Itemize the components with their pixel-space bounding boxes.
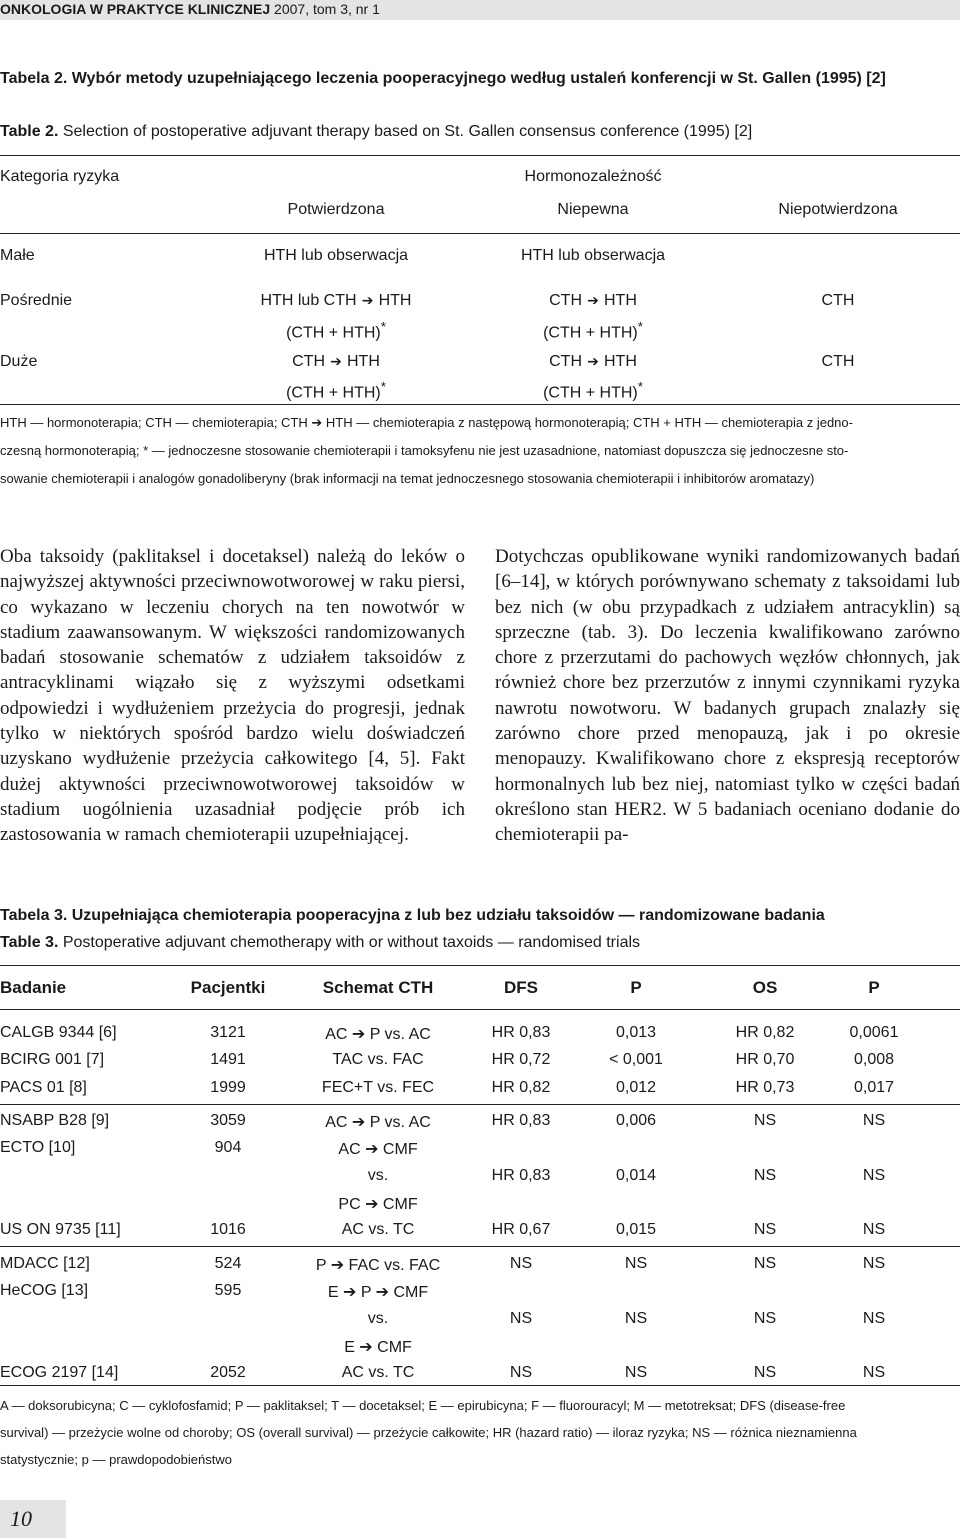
table3-cell-os: NS [753,1166,777,1184]
table3-cell-dfs: NS [509,1255,533,1272]
cell-text: HTH [378,292,412,309]
table2-top-rule [0,155,960,156]
table3-cell-p2: NS [862,1364,886,1382]
table3-label-pl: Tabela 3. [0,907,68,924]
table3-cell-n: 1016 [210,1221,246,1239]
body-column-right [495,544,960,848]
table3-cell-dfs: HR 0,83 [491,1166,551,1184]
table3-cell-p1: 0,014 [615,1166,657,1184]
table3-cell-n: 904 [214,1139,242,1157]
table3-col-patients: Pacjentki [190,978,266,997]
table3-header-rule [0,1009,960,1010]
table3-cell-os: HR 0,82 [735,1024,795,1041]
table3-cell-study: US ON 9735 [11] [0,1221,121,1239]
cell-text: (CTH + HTH) [543,384,638,402]
table2-row-large-confirmed [292,353,380,371]
table3-footnote [0,1392,960,1473]
table2-row-medium-label: Pośrednie [0,292,73,309]
table3-cell-study: ECOG 2197 [14] [0,1364,119,1382]
table3-cell-study: CALGB 9344 [6] [0,1024,117,1041]
table3-cell-n: 3121 [210,1024,246,1041]
table3-cell-p2: NS [862,1112,886,1129]
table3-group-rule [0,1246,960,1247]
table2-row-medium-uncertain-2 [543,319,643,342]
table2-bottom-rule [0,404,960,405]
table2-row-small-label: Małe [0,247,35,264]
table3-cell-regimen: AC ➔ P vs. AC [325,1026,431,1043]
table2-row-small-confirmed: HTH lub obserwacja [263,247,409,264]
table3-cell-p1: NS [624,1255,648,1272]
cell-text: (CTH + HTH) [286,384,381,402]
table3-cell-p1: 0,015 [615,1221,657,1239]
table3-cell-dfs: NS [509,1309,533,1327]
table3-cell-study: PACS 01 [8] [0,1078,87,1096]
table2-row-medium-confirmed-2 [286,319,386,342]
table2-row-large-label: Duże [0,353,38,370]
table2-title-pl: Wybór metody uzupełniającego leczenia pooperacyjnego według ustaleń konferencji w St. Gallen (1995) [2] [67,70,886,87]
table3-cell-os: NS [753,1221,777,1239]
cell-text: HTH [604,353,637,370]
table3-cell-n: 2052 [210,1364,246,1382]
asterisk: * [637,379,643,394]
footnote-line: A — doksorubicyna; C — cyklofosfamid; P — paklitaksel; T — docetaksel; E — epirubicyna; F — fluorouracyl; M — metotreksat; DFS (disease-free [0,1398,846,1413]
cell-text: HTH [604,292,637,309]
table3-cell-dfs: HR 0,83 [491,1024,551,1041]
table3-col-p1: P [630,978,642,997]
table3-cell-regimen: AC vs. TC [341,1364,415,1382]
table3-cell-dfs: HR 0,83 [491,1112,551,1129]
table2-label-en: Table 2. [0,123,59,140]
table3-cell-n: 1999 [210,1078,246,1096]
table3-cell-os: HR 0,73 [735,1078,795,1096]
page-number: 10 [10,1506,32,1531]
footnote-line: sowanie chemioterapii i analogów gonadoliberyny (brak informacji na temat jednoczesnego stosowania chemioterapii i inhibitorów aromatazy) [0,471,815,486]
table2-head-unconfirmed: Niepotwierdzona [778,201,898,218]
table3-col-os: OS [752,978,778,997]
journal-issue: 2007, tom 3, nr 1 [270,1,380,17]
table2-row-medium-confirmed [261,292,412,310]
table3-cell-regimen: AC vs. TC [341,1221,415,1239]
cell-text: (CTH + HTH) [286,324,381,342]
table3-cell-study: BCIRG 001 [7] [0,1051,105,1069]
cell-text: HTH [347,353,380,370]
table2-footnote [0,409,960,493]
table3-cell-os: NS [753,1364,777,1382]
table2-row-large-confirmed-2 [286,379,386,402]
table2-title-en: Selection of postoperative adjuvant therapy based on St. Gallen consensus conference (1995) [2] [58,123,753,140]
table3-cell-p2: 0,017 [853,1078,895,1096]
table3-cell-p1: 0,012 [615,1078,657,1096]
cell-text: CTH [292,353,325,370]
table3-cell-regimen: PC ➔ CMF [338,1195,418,1213]
table3-cell-os: NS [753,1309,777,1327]
table3-cell-p1: NS [624,1309,648,1327]
table2-row-small-uncertain: HTH lub obserwacja [520,247,666,264]
cell-text: HTH lub CTH [260,292,357,309]
cell-text: CTH [549,292,582,309]
journal-header [0,1,380,17]
table2-head-hormone: Hormonozależność [524,168,662,185]
table3-cell-regimen: FEC+T vs. FEC [321,1078,435,1096]
arrow-icon: ➔ [330,353,342,369]
table3-cell-dfs: HR 0,82 [491,1078,551,1096]
body-column-left [0,544,465,848]
table3-caption-en [0,931,960,955]
table3-group-rule [0,1104,960,1105]
table3-cell-p2: NS [862,1255,886,1272]
footnote-line: czesną hormonoterapią; * — jednoczesne stosowanie chemioterapii i tamoksyfenu nie jest uzasadnione, natomiast dopuszcza się jednoczesne sto- [0,443,849,458]
body-paragraph: Dotychczas opublikowane wyniki randomizowanych badań [6–14], w których porównywano schematy z taksoidami lub bez nich (w obu przypadkach z udziałem antracyklin) są sprzeczne (tab. 3). Do leczenia kwalifikowano zarówno chore z przerzutami do pachowych węzłów chłonnych, jak również chore bez przerzutów z innymi czynnikami ryzyka nawrotu nowotworu. W badanych grupach znalazły się zarówno chore przed menopauzą, jak i po okresie menopauzy. Kwalifikowano chore z ekspresją receptorów hormonalnych lub bez niej, natomiast tylko w części badań określono stan HER2. W 5 badaniach oceniano dodanie do chemioterapii pa- [495,546,960,846]
asterisk: * [380,379,386,394]
table3-cell-regimen: TAC vs. FAC [332,1051,424,1069]
table3-cell-n: 595 [214,1282,242,1300]
table3-cell-p2: 0,0061 [849,1024,899,1041]
table2-row-medium-unconfirmed: CTH [821,292,855,309]
table3-cell-study: HeCOG [13] [0,1282,89,1300]
table3-cell-regimen: AC ➔ CMF [338,1141,418,1159]
table3-cell-study: ECTO [10] [0,1139,76,1157]
footnote-line: HTH — hormonoterapia; CTH — chemioterapia; CTH ➔ HTH — chemioterapia z następową hormonoterapią; CTH + HTH — chemioterapia z jedno- [0,415,853,430]
table2-head-uncertain: Niepewna [557,201,629,218]
table3-cell-dfs: HR 0,67 [491,1221,551,1239]
table3-cell-regimen: vs. [367,1166,389,1184]
table2-caption-en [0,120,960,144]
asterisk: * [637,319,643,334]
footnote-line: statystycznie; p — prawdopodobieństwo [0,1452,232,1467]
arrow-icon: ➔ [587,292,599,308]
table2-label-pl: Tabela 2. [0,70,68,87]
table3-cell-p2: NS [862,1309,886,1327]
table2-row-medium-uncertain [549,292,637,310]
table2-header-rule [0,233,960,234]
table3-cell-n: 1491 [210,1051,246,1069]
table3-cell-p2: NS [862,1166,886,1184]
table3-bottom-rule [0,1385,960,1386]
table3-cell-dfs: NS [509,1364,533,1382]
table3-title-pl: Uzupełniająca chemioterapia pooperacyjna z lub bez udziału taksoidów — randomizowane badania [67,907,825,924]
cell-text: CTH [549,353,582,370]
journal-name: ONKOLOGIA W PRAKTYCE KLINICZNEJ [0,1,271,17]
table3-cell-dfs: HR 0,72 [491,1051,551,1069]
table2-head-confirmed: Potwierdzona [287,201,385,218]
table3-cell-p1: 0,013 [615,1024,657,1041]
table2-row-large-unconfirmed: CTH [821,353,855,370]
table3-cell-study: NSABP B28 [9] [0,1112,110,1129]
table3-caption-pl [0,904,960,928]
table3-cell-p1: 0,006 [615,1112,657,1129]
table3-cell-study: MDACC [12] [0,1255,90,1272]
table3-top-rule [0,965,960,966]
asterisk: * [380,319,386,334]
table3-cell-p2: 0,008 [853,1051,895,1069]
table2-row-large-uncertain [549,353,637,371]
table2-caption-pl [0,67,960,91]
table3-cell-n: 524 [214,1255,242,1272]
table2-head-risk: Kategoria ryzyka [0,168,120,185]
arrow-icon: ➔ [361,292,374,308]
arrow-icon: ➔ [587,353,599,369]
table3-cell-p2: NS [862,1221,886,1239]
table3-cell-regimen: AC ➔ P vs. AC [325,1114,431,1131]
table3-cell-os: NS [753,1112,777,1129]
footnote-line: survival) — przeżycie wolne od choroby; OS (overall survival) — przeżycie całkowite; HR (hazard ratio) — iloraz ryzyka; NS — różnica nieznamienna [0,1425,857,1440]
table3-label-en: Table 3. [0,934,59,951]
table3-cell-os: HR 0,70 [735,1051,795,1069]
table3-cell-os: NS [753,1255,777,1272]
table3-title-en: Postoperative adjuvant chemotherapy with or without taxoids — randomised trials [58,934,641,951]
table3-cell-regimen: vs. [367,1309,389,1327]
body-paragraph: Oba taksoidy (paklitaksel i docetaksel) należą do leków o najwyższej aktywności przeciwnowotworowej w raku piersi, co wykazano w leczeniu chorych na ten nowotwór w stadium zaawansowanym. W większości randomizowanych badań stosowanie schematów z udziałem taksoidów z antracyklinami wiązało się z wyższymi odsetkami odpowiedzi i wydłużeniem przeżycia do progresji, jednak tylko w niektórych spośród bardzo wielu doświadczeń uzyskano wydłużenie przeżycia całkowitego [4, 5]. Fakt dużej aktywności przeciwnowotworowej taksoidów w stadium uogólnienia uzasadniał podjęcie prób ich zastosowania w ramach chemioterapii uzupełniającej. [0,546,465,846]
table3-cell-regimen: E ➔ CMF [344,1338,412,1356]
table2-row-large-uncertain-2 [543,379,643,402]
table3-cell-n: 3059 [210,1112,246,1129]
table3-col-regimen: Schemat CTH [322,978,434,997]
table3-cell-regimen: E ➔ P ➔ CMF [327,1284,429,1302]
cell-text: (CTH + HTH) [543,324,638,342]
table3-col-p2: P [868,978,880,997]
table3-cell-p1: NS [624,1364,648,1382]
table3-cell-regimen: P ➔ FAC vs. FAC [315,1257,441,1274]
table3-col-study: Badanie [0,978,67,997]
table3-cell-p1: < 0,001 [609,1051,663,1069]
table3-col-dfs: DFS [504,978,538,997]
